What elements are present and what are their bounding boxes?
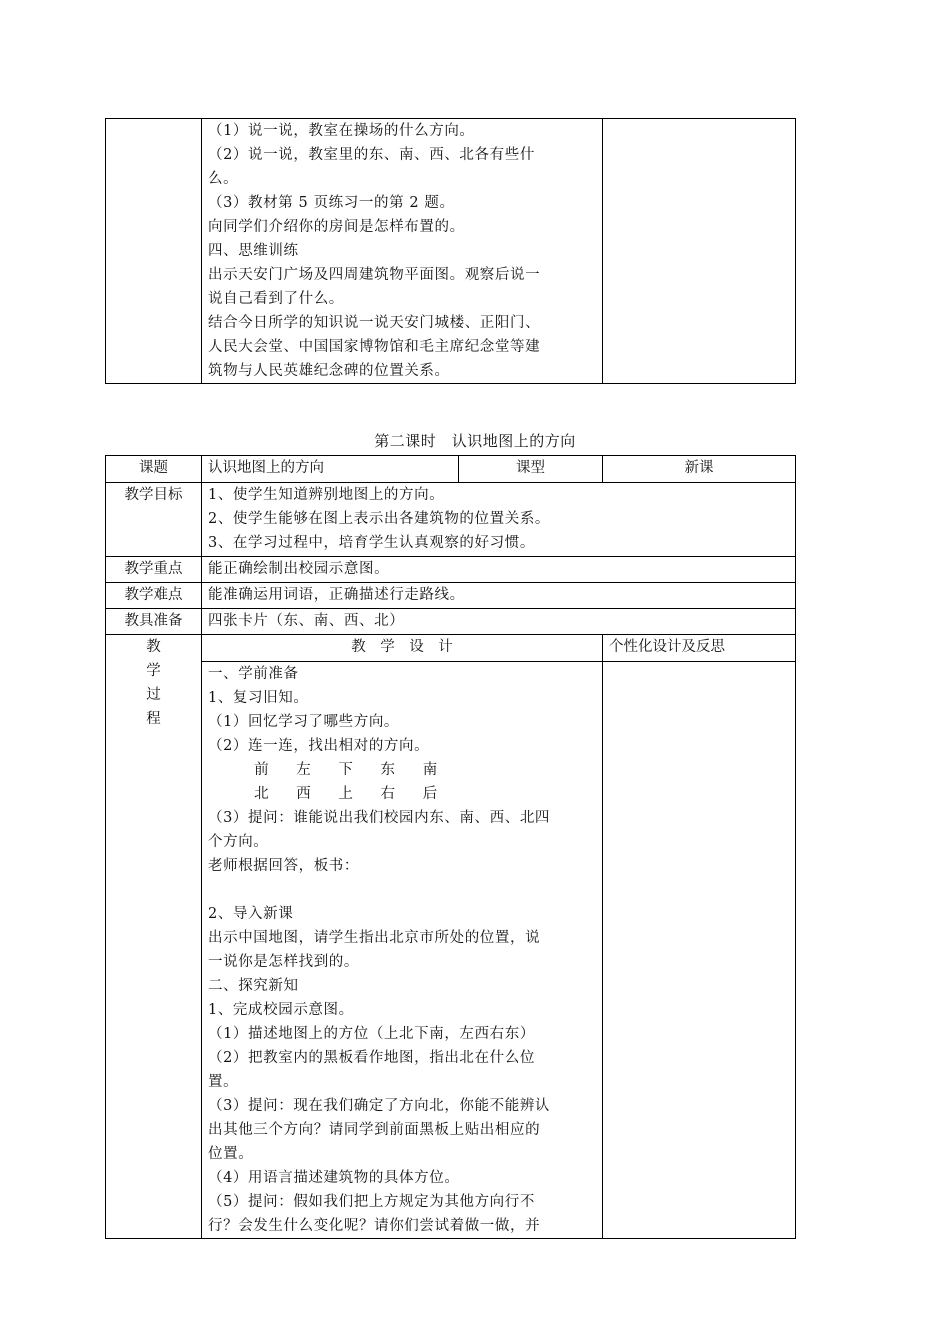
- lesson2-plan-table: [105, 455, 796, 1239]
- design-line: 1、复习旧知。: [208, 690, 309, 706]
- design-line: 二、探究新知: [208, 978, 299, 994]
- design-line: （2）连一连，找出相对的方向。: [208, 738, 430, 754]
- design-line: （3）提问：现在我们确定了方向北，你能不能辨认: [208, 1098, 551, 1114]
- reflection-cell: [603, 662, 796, 1239]
- design-line: （2）把教室内的黑板看作地图，指出北在什么位: [208, 1050, 535, 1066]
- design-line: 置。: [208, 1074, 239, 1090]
- goal-item: 1、使学生知道辨别地图上的方向。: [208, 487, 445, 503]
- tools-value: 四张卡片（东、南、西、北）: [202, 609, 796, 635]
- content-line: 结合今日所学的知识说一说天安门城楼、正阳门、: [208, 315, 541, 331]
- design-line: （5）提问：假如我们把上方规定为其他方向行不: [208, 1194, 535, 1210]
- content-line: 出示天安门广场及四周建筑物平面图。观察后说一: [208, 267, 541, 283]
- focus-row: [106, 557, 796, 583]
- design-line: 个方向。: [208, 834, 269, 850]
- process-label-char: 学: [146, 663, 161, 679]
- goal-item: 3、在学习过程中，培育学生认真观察的好习惯。: [208, 535, 535, 551]
- difficulty-label: 教学难点: [106, 583, 202, 609]
- lesson1-continuation-table: [105, 118, 796, 384]
- type-label: 课型: [459, 456, 603, 483]
- topic-label: 课题: [106, 456, 202, 483]
- design-line: 一、学前准备: [208, 666, 299, 682]
- goal-item: 2、使学生能够在图上表示出各建筑物的位置关系。: [208, 511, 551, 527]
- process-label-char: 教: [146, 639, 161, 655]
- process-label: [106, 635, 202, 1239]
- content-line: 人民大会堂、中国国家博物馆和毛主席纪念堂等建: [208, 339, 541, 355]
- focus-label: 教学重点: [106, 557, 202, 583]
- direction-pair-line: 北 西 上 右 后: [208, 786, 438, 802]
- content-line: 四、思维训练: [208, 243, 299, 259]
- design-line: （1）回忆学习了哪些方向。: [208, 714, 400, 730]
- blank-line: [208, 878, 596, 902]
- goals-cell: [202, 483, 796, 557]
- tools-label: 教具准备: [106, 609, 202, 635]
- process-label-char: 程: [146, 711, 161, 727]
- topic-row: [106, 456, 796, 483]
- process-content-row: [106, 662, 796, 1239]
- design-line: 位置。: [208, 1146, 254, 1162]
- reflection-empty-cell: [603, 119, 796, 384]
- reflect-header: 个性化设计及反思: [603, 635, 796, 662]
- topic-value: 认识地图上的方向: [202, 456, 459, 483]
- direction-pair-line: 前 左 下 东 南: [208, 762, 438, 778]
- content-line: （3）教材第 5 页练习一的第 2 题。: [208, 195, 455, 211]
- difficulty-row: [106, 583, 796, 609]
- design-line: 出其他三个方向？请同学到前面黑板上贴出相应的: [208, 1122, 541, 1138]
- design-line: （1）描述地图上的方位（上北下南，左西右东）: [208, 1026, 535, 1042]
- content-line: （2）说一说，教室里的东、南、西、北各有些什: [208, 147, 535, 163]
- design-line: 出示中国地图，请学生指出北京市所处的位置，说: [208, 930, 541, 946]
- design-line: 一说你是怎样找到的。: [208, 954, 359, 970]
- tools-row: [106, 609, 796, 635]
- design-line: 行？会发生什么变化呢？请你们尝试着做一做，并: [208, 1218, 541, 1234]
- focus-value: 能正确绘制出校园示意图。: [202, 557, 796, 583]
- section-title: 第二课时 认识地图上的方向: [374, 434, 576, 450]
- left-empty-cell: [106, 119, 202, 384]
- design-line: （4）用语言描述建筑物的具体方位。: [208, 1170, 460, 1186]
- design-content-cell: [202, 662, 603, 1239]
- goals-row: [106, 483, 796, 557]
- design-line: （3）提问：谁能说出我们校园内东、南、西、北四: [208, 810, 551, 826]
- design-line: 1、完成校园示意图。: [208, 1002, 354, 1018]
- content-line: 向同学们介绍你的房间是怎样布置的。: [208, 219, 465, 235]
- content-line: 说自己看到了什么。: [208, 291, 344, 307]
- content-line: 么。: [208, 171, 239, 187]
- process-label-char: 过: [146, 687, 161, 703]
- type-value: 新课: [603, 456, 796, 483]
- design-header: 教 学 设 计: [202, 635, 603, 662]
- design-line: 2、导入新课: [208, 906, 294, 922]
- process-header-row: [106, 635, 796, 662]
- difficulty-value: 能准确运用词语，正确描述行走路线。: [202, 583, 796, 609]
- goals-label: 教学目标: [106, 483, 202, 557]
- content-line: （1）说一说，教室在操场的什么方向。: [208, 123, 475, 139]
- design-line: 老师根据回答，板书：: [208, 858, 359, 874]
- content-line: 筑物与人民英雄纪念碑的位置关系。: [208, 363, 450, 379]
- design-content-cell: [202, 119, 603, 384]
